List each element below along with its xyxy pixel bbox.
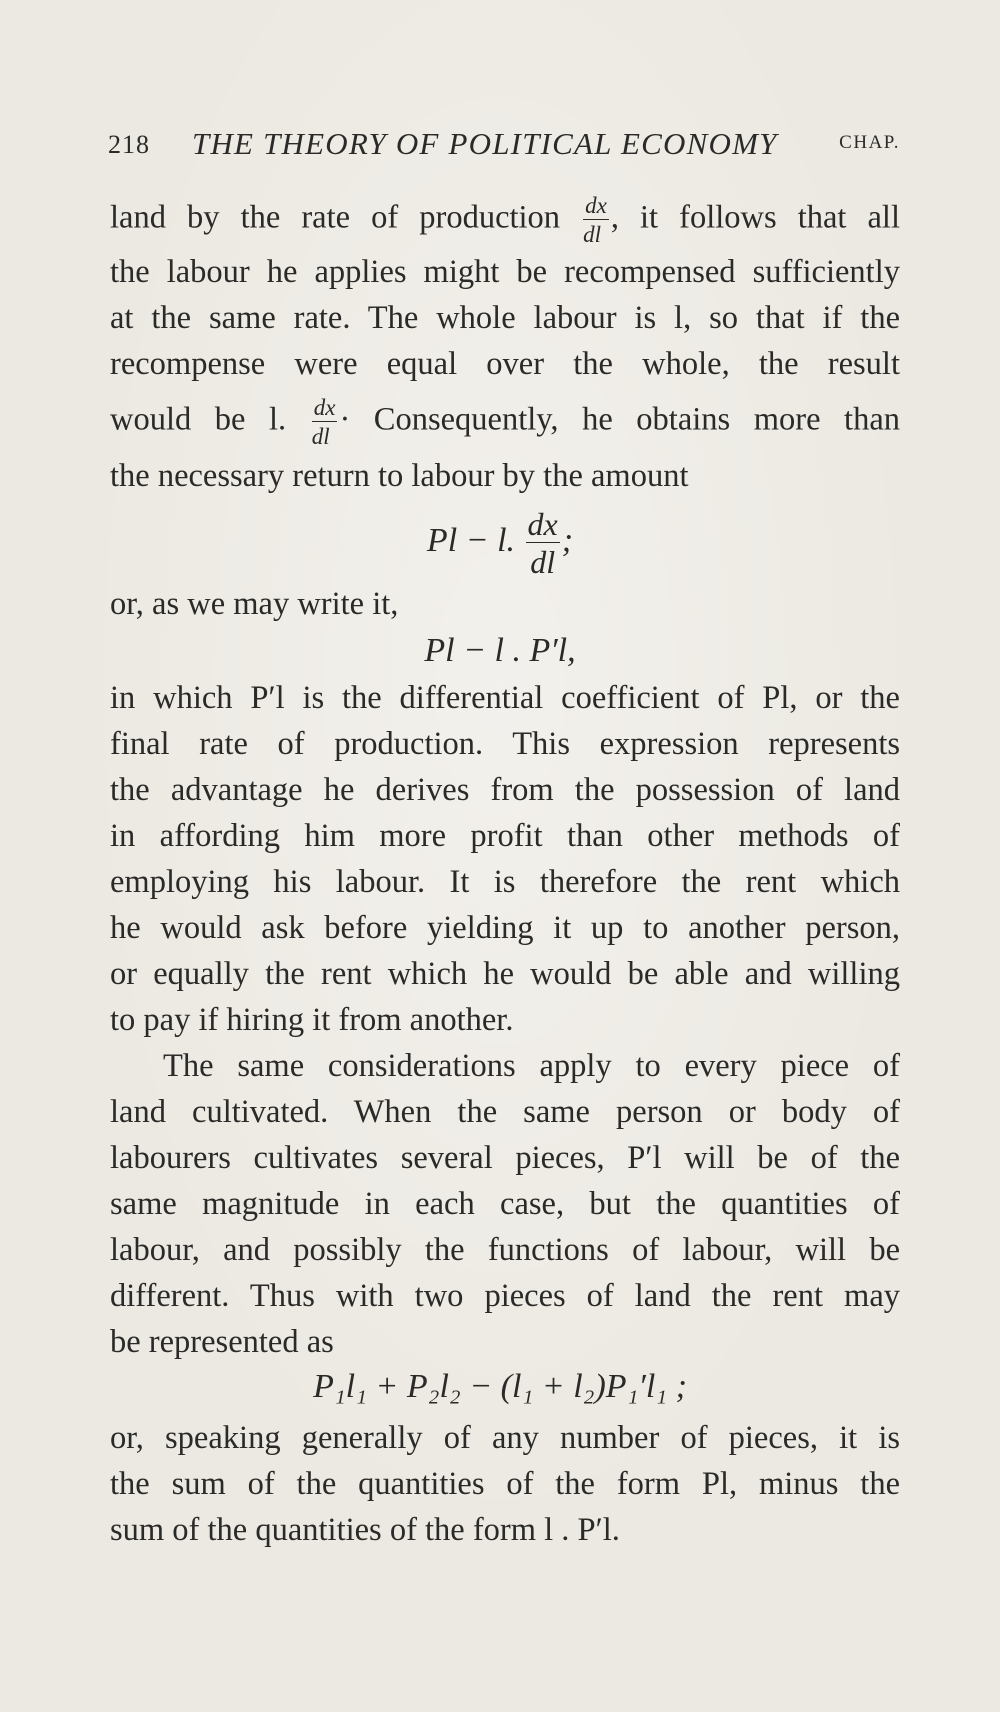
text-line: recompense were equal over the whole, the result <box>110 346 900 382</box>
text-line: different. Thus with two pieces of land the rent may <box>110 1278 900 1314</box>
text-line: in which P′l is the differential coefficient of Pl, or the <box>110 680 900 716</box>
text-line: same magnitude in each case, but the quantities of <box>110 1186 900 1222</box>
text-line: or, as we may write it, <box>110 586 399 622</box>
text-line: employing his labour. It is therefore the rent which <box>110 864 900 900</box>
text-line: land by the rate of production $\frac{dx}{dl}$ , it follows that all <box>110 193 900 247</box>
fraction-dx-dl: $\frac{dx}{dl}$ <box>527 506 558 580</box>
equation-rent: Pl − l. $\frac{dx}{dl}$ ; <box>426 506 574 580</box>
text-line: labourers cultivates several pieces, P′l will be of the <box>110 1140 900 1176</box>
equation-two-pieces: P₁l₁ + P₂l₂ − (l₁ + l₂)P₁′l₁ ; <box>313 1368 687 1405</box>
text-line: land cultivated. When the same person or body of <box>110 1094 900 1130</box>
text-line: labour, and possibly the functions of labour, will be <box>110 1232 900 1268</box>
equation-rent-alt: Pl − l . P′l, <box>424 632 576 669</box>
text-line: to pay if hiring it from another. <box>110 1002 514 1038</box>
text-line: sum of the quantities of the form l . P′l. <box>110 1512 620 1548</box>
fraction-dx-dl: $\frac{dx}{dl}$ <box>311 395 336 449</box>
fraction-dx-dl: $\frac{dx}{dl}$ <box>583 193 607 247</box>
text-line: at the same rate. The whole labour is l, so that if the <box>110 300 900 336</box>
text-line: or, speaking generally of any number of pieces, it is <box>110 1420 900 1456</box>
text-line: final rate of production. This expression represents <box>110 726 900 762</box>
text-line: be represented as <box>110 1324 334 1360</box>
text-line: he would ask before yielding it up to another person, <box>110 910 900 946</box>
text-line: the advantage he derives from the possession of land <box>110 772 900 808</box>
text-line: the labour he applies might be recompensed sufficiently <box>110 254 900 290</box>
text-line: or equally the rent which he would be able and willing <box>110 956 900 992</box>
text-line: the sum of the quantities of the form Pl, minus the <box>110 1466 900 1502</box>
text-line: The same considerations apply to every piece of <box>163 1048 900 1084</box>
text-line: would be l. $\frac{dx}{dl}$ · Consequently, he obtains more than <box>110 395 900 449</box>
page-number: 218 <box>108 130 150 159</box>
text-line: in affording him more profit than other methods of <box>110 818 900 854</box>
running-title: THE THEORY OF POLITICAL ECONOMY <box>192 126 778 161</box>
text-line: the necessary return to labour by the amount <box>110 458 689 494</box>
chapter-mark: CHAP. <box>839 132 900 153</box>
page-header <box>108 126 900 166</box>
